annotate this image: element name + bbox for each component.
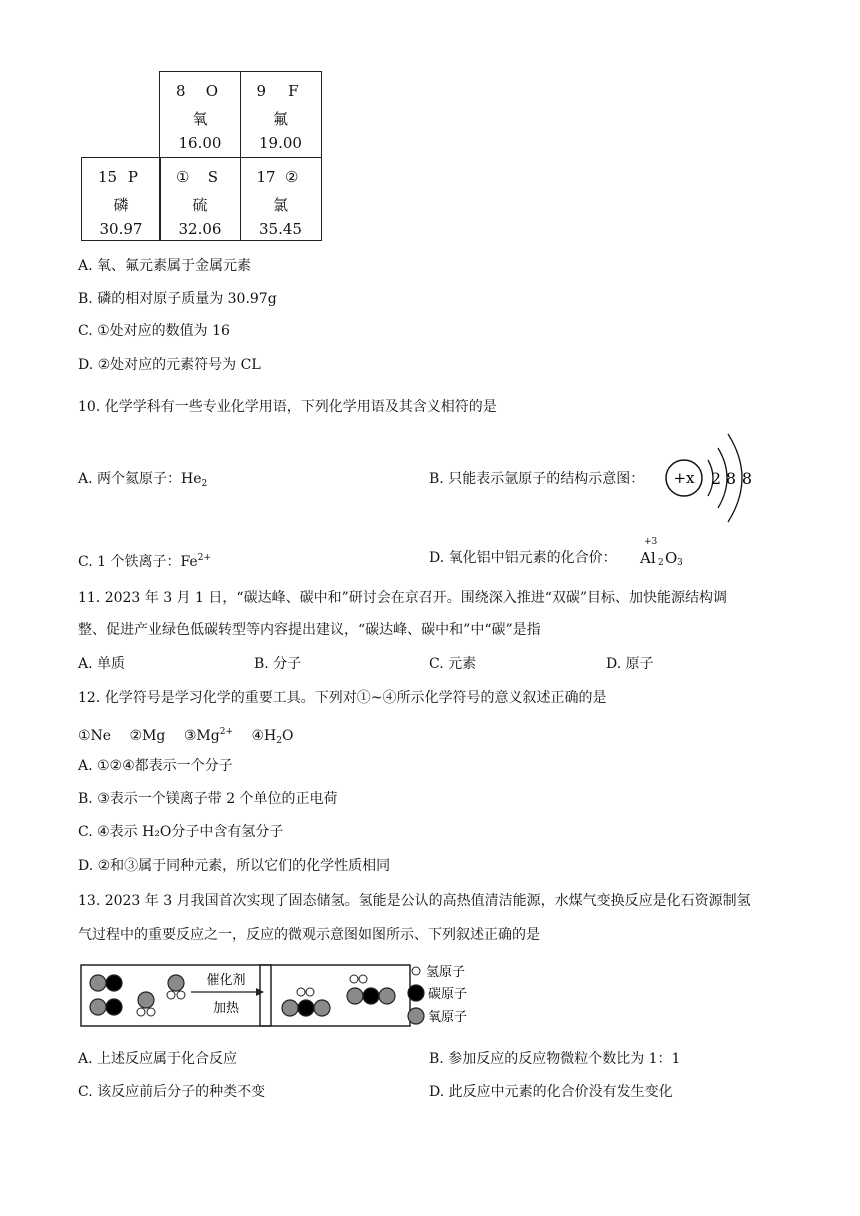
- q11-option-a: A. 单质: [78, 656, 126, 672]
- q12-option-a: A. ①②④都表示一个分子: [78, 758, 233, 774]
- q10-option-d: D. 氧化铝中铝元素的化合价：: [429, 550, 617, 566]
- q13-option-b: B. 参加反应的反应物微粒个数比为 1：1: [429, 1051, 681, 1067]
- oxygen-atom: [347, 988, 363, 1004]
- q9-option-d: D. ②处对应的元素符号为 CL: [78, 357, 261, 373]
- symbol-mg: ②Mg: [129, 728, 166, 744]
- oxygen-atom: [90, 975, 106, 991]
- oxygen-atom: [282, 1000, 298, 1016]
- q12-option-d: D. ②和③属于同种元素，所以它们的化学性质相同: [78, 858, 391, 874]
- legend-oxygen-icon: [408, 1008, 424, 1024]
- shell-electrons-3: 8: [741, 469, 753, 488]
- legend-oxygen-label: 氧原子: [428, 1010, 468, 1025]
- oxygen-atom: [90, 999, 106, 1015]
- q10-option-a-text: A. 两个氦原子：He: [78, 471, 202, 487]
- atomic-number: 8: [176, 82, 186, 100]
- q13-stem-line1: 13. 2023 年 3 月我国首次实现了固态储氢。氢能是公认的高热值清洁能源，水煤气变换反应是化石资源制氢: [78, 893, 751, 909]
- catalyst-label: 催化剂: [206, 973, 246, 988]
- legend-carbon-label: 碳原子: [428, 987, 468, 1002]
- carbon-atom: [363, 988, 379, 1004]
- q11-option-b: B. 分子: [254, 656, 302, 672]
- symbol-water: $④H_2O$: [251, 728, 294, 746]
- hydrogen-atom: [350, 975, 358, 983]
- oxygen-atom: [379, 988, 395, 1004]
- hydrogen-atom: [297, 988, 305, 996]
- hydrogen-atom: [137, 1008, 145, 1016]
- oxygen-atom: [138, 992, 154, 1008]
- formula-subscript-2: 2: [658, 558, 664, 568]
- q10-option-b: B. 只能表示氩原子的结构示意图：: [429, 471, 645, 487]
- q11-option-c: C. 元素: [429, 656, 477, 672]
- q10-option-a: [78, 470, 207, 493]
- atomic-mass: 16.00: [178, 134, 222, 152]
- element-cell-fluorine: [240, 71, 322, 158]
- q12-option-c: C. ④表示 H₂O分子中含有氢分子: [78, 824, 284, 840]
- q11-option-d: D. 原子: [606, 656, 654, 672]
- q10-stem: 10. 化学学科有一些专业化学用语，下列化学用语及其含义相符的是: [78, 399, 497, 415]
- element-name: 氟: [272, 110, 288, 128]
- q12-symbols: [78, 723, 293, 750]
- atomic-mass: 35.45: [259, 219, 302, 238]
- valence-label: +3: [644, 537, 658, 547]
- atom-structure-diagram: [660, 428, 760, 528]
- element-symbol: P: [127, 167, 138, 186]
- element-name: 磷: [113, 195, 129, 214]
- element-name: 氧: [192, 110, 208, 128]
- element-name: 硫: [192, 195, 208, 214]
- carbon-atom: [106, 975, 122, 991]
- hydrogen-atom: [167, 991, 175, 999]
- hydrogen-atom: [147, 1008, 155, 1016]
- q12-stem: 12. 化学符号是学习化学的重要工具。下列对①~④所示化学符号的意义叙述正确的是: [78, 690, 607, 706]
- nucleus-charge: +x: [673, 469, 695, 487]
- atomic-mass: 19.00: [259, 134, 302, 152]
- shell-electrons-2: 8: [725, 469, 737, 488]
- q10-option-a-subscript: 2: [201, 479, 208, 489]
- formula-subscript-3: 3: [677, 558, 683, 568]
- shell-electrons-1: 2: [710, 469, 722, 488]
- legend-hydrogen-label: 氢原子: [426, 965, 466, 980]
- heating-label: 加热: [212, 1001, 240, 1016]
- q10-option-c: [78, 549, 211, 571]
- q9-option-a: A. 氧、氟元素属于金属元素: [78, 258, 252, 274]
- formula-o: O: [665, 549, 678, 567]
- atomic-mass: 30.97: [99, 219, 143, 238]
- aluminum-oxide-valence-formula: [640, 537, 690, 573]
- legend-hydrogen-icon: [412, 967, 420, 975]
- q12-option-b: B. ③表示一个镁离子带 2 个单位的正电荷: [78, 791, 338, 807]
- q9-option-c: C. ①处对应的数值为 16: [78, 323, 230, 339]
- atomic-number: 17: [256, 167, 276, 186]
- legend-carbon-icon: [408, 985, 424, 1001]
- symbol-ne: ①Ne: [78, 728, 112, 744]
- element-name: 氯: [272, 195, 288, 214]
- element-cell-phosphorus: [81, 157, 161, 241]
- atomic-number: 15: [98, 167, 118, 186]
- element-cell-sulfur: [159, 157, 241, 241]
- hydrogen-atom: [306, 988, 314, 996]
- oxygen-atom: [168, 975, 184, 991]
- carbon-atom: [106, 999, 122, 1015]
- reaction-micro-diagram: [78, 962, 478, 1032]
- hydrogen-atom: [359, 975, 367, 983]
- element-cell-chlorine: [240, 157, 322, 241]
- symbol-mg-ion: $③Mg^{2+}$: [183, 727, 233, 744]
- q13-option-a: A. 上述反应属于化合反应: [78, 1051, 238, 1067]
- atomic-mass: 32.06: [178, 219, 222, 238]
- q13-stem-line2: 气过程中的重要反应之一，反应的微观示意图如图所示、下列叙述正确的是: [78, 927, 540, 943]
- element-symbol: F: [288, 82, 299, 100]
- carbon-atom: [298, 1000, 314, 1016]
- q10-option-c-superscript: 2+: [197, 553, 211, 563]
- element-cell-oxygen: [159, 71, 241, 158]
- atomic-number: 9: [256, 82, 267, 100]
- element-symbol: ②: [285, 167, 299, 186]
- oxygen-atom: [314, 1000, 330, 1016]
- formula-al: Al: [640, 549, 656, 567]
- q9-option-b: B. 磷的相对原子质量为 30.97g: [78, 291, 277, 307]
- q13-option-d: D. 此反应中元素的化合价没有发生变化: [429, 1084, 673, 1100]
- hydrogen-atom: [177, 991, 185, 999]
- element-symbol: O: [205, 82, 218, 100]
- q11-stem-line1: 11. 2023 年 3 月 1 日，“碳达峰、碳中和”研讨会在京召开。围绕深入推进“双碳”目标、加快能源结构调: [78, 590, 728, 606]
- element-symbol: S: [207, 167, 218, 186]
- q13-option-c: C. 该反应前后分子的种类不变: [78, 1084, 266, 1100]
- q11-stem-line2: 整、促进产业绿色低碳转型等内容提出建议，“碳达峰、碳中和”中“碳”是指: [78, 622, 541, 638]
- q10-option-c-text: C. 1 个铁离子：Fe: [78, 554, 198, 570]
- atomic-number: ①: [176, 167, 190, 186]
